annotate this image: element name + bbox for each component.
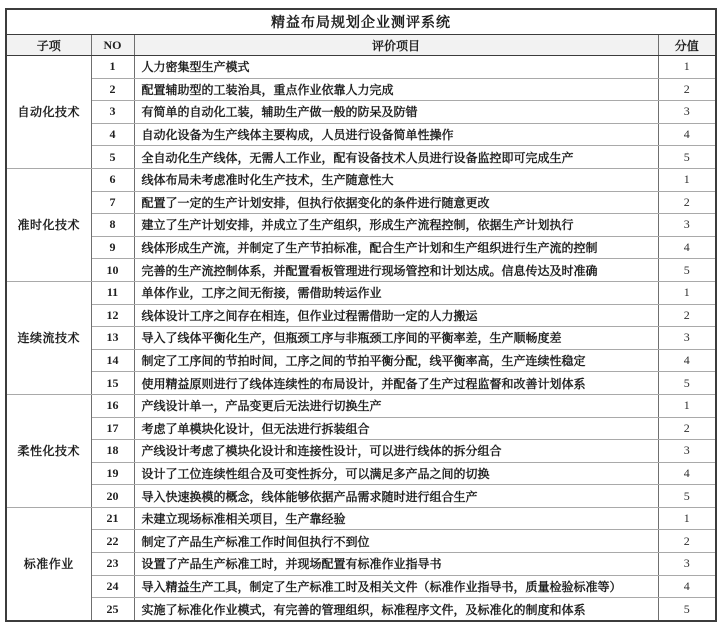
table-row bbox=[6, 507, 716, 530]
row-item: 未建立现场标准相关项目，生产靠经验 bbox=[134, 507, 658, 530]
row-no: 16 bbox=[91, 394, 134, 417]
table-row bbox=[6, 146, 716, 169]
row-item: 配置了一定的生产计划安排，但执行依据变化的条件进行随意更改 bbox=[134, 191, 658, 214]
assessment-table-container bbox=[5, 8, 715, 622]
row-score: 2 bbox=[658, 191, 716, 214]
row-score: 4 bbox=[658, 349, 716, 372]
row-score: 5 bbox=[658, 598, 716, 621]
row-score: 5 bbox=[658, 259, 716, 282]
row-item: 建立了生产计划安排，并成立了生产组织，形成生产流程控制，依据生产计划执行 bbox=[134, 214, 658, 237]
row-score: 4 bbox=[658, 236, 716, 259]
table-row bbox=[6, 214, 716, 237]
row-no: 12 bbox=[91, 304, 134, 327]
table-row bbox=[6, 78, 716, 101]
table-row bbox=[6, 530, 716, 553]
row-score: 2 bbox=[658, 417, 716, 440]
table-row bbox=[6, 281, 716, 304]
page-title: 精益布局规划企业测评系统 bbox=[6, 9, 716, 35]
row-score: 4 bbox=[658, 462, 716, 485]
table-row bbox=[6, 236, 716, 259]
row-no: 1 bbox=[91, 56, 134, 79]
table-row bbox=[6, 191, 716, 214]
row-no: 2 bbox=[91, 78, 134, 101]
row-no: 3 bbox=[91, 101, 134, 124]
row-no: 21 bbox=[91, 507, 134, 530]
col-header-item: 评价项目 bbox=[134, 35, 658, 56]
col-header-sub-item: 子项 bbox=[6, 35, 91, 56]
row-no: 17 bbox=[91, 417, 134, 440]
row-item: 导入精益生产工具，制定了生产标准工时及相关文件（标准作业指导书，质量检验标准等） bbox=[134, 575, 658, 598]
row-no: 11 bbox=[91, 281, 134, 304]
row-item: 配置辅助型的工装治具，重点作业依靠人力完成 bbox=[134, 78, 658, 101]
row-item: 全自动化生产线体，无需人工作业，配有设备技术人员进行设备监控即可完成生产 bbox=[134, 146, 658, 169]
table-row bbox=[6, 372, 716, 395]
table-row bbox=[6, 440, 716, 463]
row-no: 20 bbox=[91, 485, 134, 508]
row-score: 3 bbox=[658, 214, 716, 237]
assessment-table bbox=[5, 8, 717, 622]
row-no: 5 bbox=[91, 146, 134, 169]
row-no: 18 bbox=[91, 440, 134, 463]
row-score: 1 bbox=[658, 394, 716, 417]
row-item: 设置了产品生产标准工时，并现场配置有标准作业指导书 bbox=[134, 553, 658, 576]
table-row bbox=[6, 101, 716, 124]
row-no: 4 bbox=[91, 123, 134, 146]
row-no: 9 bbox=[91, 236, 134, 259]
row-score: 3 bbox=[658, 440, 716, 463]
row-no: 10 bbox=[91, 259, 134, 282]
row-item: 线体设计工序之间存在相连，但作业过程需借助一定的人力搬运 bbox=[134, 304, 658, 327]
group-label-jit: 准时化技术 bbox=[6, 168, 91, 281]
row-item: 实施了标准化作业模式，有完善的管理组织，标准程序文件，及标准化的制度和体系 bbox=[134, 598, 658, 621]
row-score: 5 bbox=[658, 146, 716, 169]
row-item: 产线设计单一，产品变更后无法进行切换生产 bbox=[134, 394, 658, 417]
row-item: 设计了工位连续性组合及可变性拆分，可以满足多产品之间的切换 bbox=[134, 462, 658, 485]
table-row bbox=[6, 349, 716, 372]
row-score: 4 bbox=[658, 575, 716, 598]
row-item: 导入快速换模的概念，线体能够依据产品需求随时进行组合生产 bbox=[134, 485, 658, 508]
row-score: 2 bbox=[658, 530, 716, 553]
row-item: 产线设计考虑了模块化设计和连接性设计，可以进行线体的拆分组合 bbox=[134, 440, 658, 463]
row-score: 5 bbox=[658, 372, 716, 395]
row-score: 1 bbox=[658, 56, 716, 79]
row-no: 25 bbox=[91, 598, 134, 621]
row-item: 有简单的自动化工装，辅助生产做一般的防呆及防错 bbox=[134, 101, 658, 124]
row-no: 23 bbox=[91, 553, 134, 576]
row-score: 2 bbox=[658, 304, 716, 327]
row-score: 1 bbox=[658, 168, 716, 191]
row-score: 3 bbox=[658, 553, 716, 576]
row-item: 单体作业，工序之间无衔接，需借助转运作业 bbox=[134, 281, 658, 304]
table-row bbox=[6, 327, 716, 350]
table-row bbox=[6, 56, 716, 79]
row-item: 完善的生产流控制体系，并配置看板管理进行现场管控和计划达成。信息传达及时准确 bbox=[134, 259, 658, 282]
group-label-continuous-flow: 连续流技术 bbox=[6, 281, 91, 394]
group-label-flexibility: 柔性化技术 bbox=[6, 394, 91, 507]
table-row bbox=[6, 417, 716, 440]
row-item: 使用精益原则进行了线体连续性的布局设计，并配备了生产过程监督和改善计划体系 bbox=[134, 372, 658, 395]
row-score: 2 bbox=[658, 78, 716, 101]
col-header-score: 分值 bbox=[658, 35, 716, 56]
row-no: 24 bbox=[91, 575, 134, 598]
row-item: 人力密集型生产模式 bbox=[134, 56, 658, 79]
row-item: 线体形成生产流，并制定了生产节拍标准，配合生产计划和生产组织进行生产流的控制 bbox=[134, 236, 658, 259]
table-row bbox=[6, 598, 716, 621]
row-score: 3 bbox=[658, 327, 716, 350]
row-no: 22 bbox=[91, 530, 134, 553]
table-row bbox=[6, 259, 716, 282]
row-item: 导入了线体平衡化生产，但瓶颈工序与非瓶颈工序间的平衡率差，生产顺畅度差 bbox=[134, 327, 658, 350]
table-row bbox=[6, 304, 716, 327]
row-score: 1 bbox=[658, 507, 716, 530]
row-score: 1 bbox=[658, 281, 716, 304]
row-score: 5 bbox=[658, 485, 716, 508]
row-score: 4 bbox=[658, 123, 716, 146]
row-item: 考虑了单模块化设计，但无法进行拆装组合 bbox=[134, 417, 658, 440]
table-row bbox=[6, 553, 716, 576]
table-row bbox=[6, 485, 716, 508]
table-row bbox=[6, 394, 716, 417]
title-row bbox=[6, 9, 716, 35]
row-no: 14 bbox=[91, 349, 134, 372]
col-header-no: NO bbox=[91, 35, 134, 56]
row-no: 15 bbox=[91, 372, 134, 395]
row-no: 7 bbox=[91, 191, 134, 214]
table-row bbox=[6, 168, 716, 191]
table-row bbox=[6, 123, 716, 146]
group-label-standard-work: 标准作业 bbox=[6, 507, 91, 620]
row-no: 19 bbox=[91, 462, 134, 485]
row-no: 8 bbox=[91, 214, 134, 237]
row-item: 自动化设备为生产线体主要构成，人员进行设备简单性操作 bbox=[134, 123, 658, 146]
table-row bbox=[6, 575, 716, 598]
table-row bbox=[6, 462, 716, 485]
row-item: 线体布局未考虑准时化生产技术，生产随意性大 bbox=[134, 168, 658, 191]
column-header-row bbox=[6, 35, 716, 56]
row-no: 13 bbox=[91, 327, 134, 350]
row-item: 制定了工序间的节拍时间，工序之间的节拍平衡分配，线平衡率高，生产连续性稳定 bbox=[134, 349, 658, 372]
row-no: 6 bbox=[91, 168, 134, 191]
row-item: 制定了产品生产标准工作时间但执行不到位 bbox=[134, 530, 658, 553]
group-label-automation: 自动化技术 bbox=[6, 56, 91, 169]
row-score: 3 bbox=[658, 101, 716, 124]
